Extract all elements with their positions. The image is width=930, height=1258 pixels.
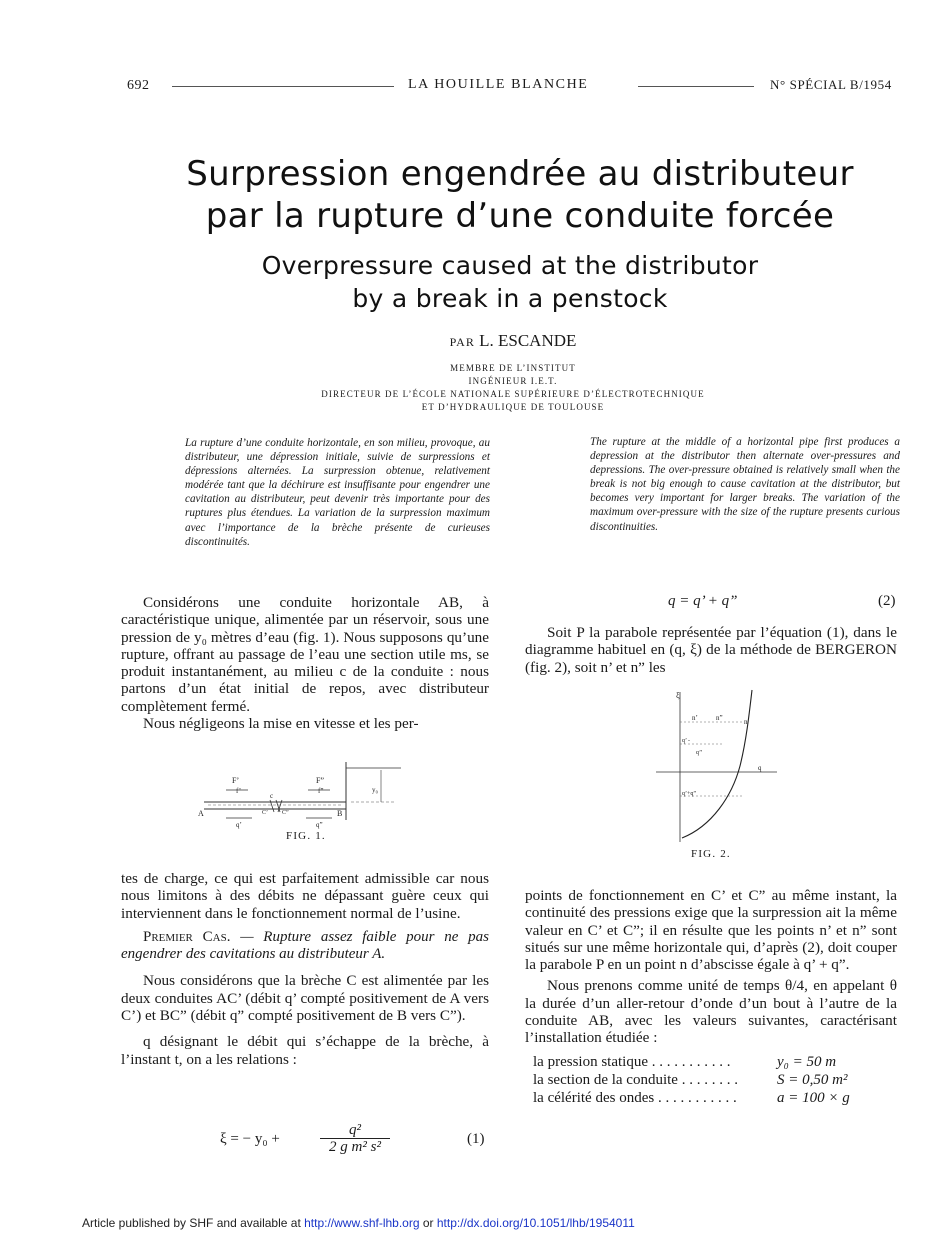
equation-1-label: (1)	[467, 1131, 485, 1147]
page-number: 692	[127, 78, 150, 93]
fig2-label-qsum: q’+q”	[682, 791, 697, 797]
footer-prefix: Article published by SHF and available at	[82, 1216, 305, 1230]
equation-1-denominator: 2 g m² s²	[329, 1139, 381, 1155]
equation-1-numerator: q²	[320, 1122, 390, 1139]
affiliation-1: MEMBRE DE L’INSTITUT	[450, 363, 576, 373]
abstract-english-text: The rupture at the middle of a horizontal pipe first produces a depression at the distributor then alternate over-pressures and depressions. The over-pressure obtained is relatively small when the break is not big enough to cause cavitation at the distributor, but becomes very important for larger breaks. The variation of the maximum over-pressure with the size of the rupture presents curious discontinuities.	[590, 436, 900, 533]
fig1-label-F2: F”	[316, 776, 324, 785]
journal-title: LA HOUILLE BLANCHE	[408, 77, 589, 92]
paragraph: tes de charge, ce qui est parfaitement admissible car nous nous limitons à des débits ne dépassant guère ceux qui interviennent dans le fonctionnement normal de l’usine.	[121, 870, 489, 922]
equation-1-lhs: ξ = − y₀ +	[220, 1131, 280, 1147]
figure-2-caption: FIG. 2.	[691, 848, 731, 860]
parameter-value: S = 0,50 m²	[777, 1071, 848, 1088]
case-heading	[121, 929, 489, 964]
footer-note	[82, 1216, 635, 1230]
issue-label: N° SPÉCIAL B/1954	[770, 77, 892, 92]
header-rule-left	[172, 86, 394, 87]
fig1-label-q2: q”	[316, 821, 323, 829]
fig1-label-A: A	[198, 809, 204, 818]
fig2-label-n1: n’	[692, 714, 698, 722]
fig2-label-q: q	[758, 764, 762, 772]
parameter-row	[533, 1053, 897, 1071]
column-1-lower	[121, 870, 489, 1068]
equation-2-label: (2)	[878, 593, 896, 609]
author-name: L. ESCANDE	[479, 331, 577, 350]
column-2-upper	[525, 624, 897, 676]
paragraph: Nous négligeons la mise en vitesse et les per-	[143, 715, 419, 733]
fig1-label-F1: F’	[232, 776, 240, 785]
case-label: Premier Cas.	[143, 928, 231, 945]
fig2-label-qa: q’ -	[682, 738, 691, 744]
parameter-value: a = 100 × g	[777, 1089, 850, 1106]
equation-1-fraction	[320, 1122, 390, 1155]
parameter-value: y₀ = 50 m	[777, 1053, 837, 1070]
footer-link-shf[interactable]: http://www.shf-lhb.org	[304, 1216, 420, 1230]
paragraph: q désignant le débit qui s’échappe de la brèche, à l’instant t, on a les relations :	[121, 1033, 489, 1068]
affiliation-4: ET D’HYDRAULIQUE DE TOULOUSE	[421, 402, 605, 412]
fig2-label-qb: q’’	[696, 750, 703, 756]
column-2-lower	[525, 887, 897, 1107]
column-1-upper	[121, 594, 489, 732]
parameter-row	[533, 1089, 897, 1107]
fig1-label-C1: C’	[262, 810, 268, 816]
title-en-line1: Overpressure caused at the distributor	[261, 251, 759, 280]
abstract-french-text: La rupture d’une conduite horizontale, en son milieu, provoque, au distributeur, une dépression initiale, suivie de surpressions et dépressions alternées. La surpression obtenue, relativement modérée tant que la déchirure est insuffisante pour engendrer une cavitation au distributeur, peut devenir très importante pour des ruptures plus étendues. La variation de la surpression maximum avec l’importance de la brèche présente de curieuses discontinuités.	[185, 437, 490, 548]
paragraph: Nous considérons que la brèche C est alimentée par les deux conduites AC’ (débit q’ compté positivement de A vers C’) et BC” (débit q” compté positivement de B vers C”).	[121, 972, 489, 1025]
title-en-line2: by a break in a penstock	[352, 284, 668, 313]
fig1-label-y0: y₀	[372, 786, 378, 794]
affiliation-3: DIRECTEUR DE L’ÉCOLE NATIONALE SUPÉRIEURE D’ÉLECTROTECHNIQUE	[321, 389, 705, 399]
parameter-list	[525, 1053, 897, 1107]
affiliation-2: INGÉNIEUR I.E.T.	[468, 376, 558, 386]
parameter-label: la célérité des ondes . . . . . . . . . . .	[533, 1089, 737, 1106]
fig2-label-xi: ξ	[676, 691, 680, 700]
equation-2: q = q’ + q”	[668, 593, 738, 609]
case-text: — Rupture assez faible pour ne pas engendrer des cavitations au distributeur A.	[121, 928, 489, 963]
fig1-label-C2: C”	[282, 810, 289, 816]
fig1-label-f1: f’	[236, 787, 242, 795]
paragraph: Nous prenons comme unité de temps θ/4, en appelant θ la durée d’un aller-retour d’onde d’un bout à l’autre de la conduite AB, avec les valeurs suivantes, caractérisant l’installation étudiée :	[525, 977, 897, 1047]
fig1-label-f2: f”	[318, 787, 324, 795]
title-fr-line1: Surpression engendrée au distributeur	[186, 154, 854, 194]
author-line	[0, 331, 930, 351]
fig1-label-c: c	[270, 792, 274, 800]
parameter-label: la section de la conduite . . . . . . . .	[533, 1071, 738, 1088]
figure-1-caption: FIG. 1.	[286, 830, 326, 842]
footer-middle: or	[419, 1216, 437, 1230]
paragraph: points de fonctionnement en C’ et C” au même instant, la continuité des pressions exige que la surpression ait la même valeur en C’ et C”; il en résulte que les points n’ et n” sont situés sur une même horizontale qui, d’après (2), doit couper la parabole P en un point n d’abscisse égale à q’ + q”.	[525, 887, 897, 974]
parameter-row	[533, 1071, 897, 1089]
abstract-french	[185, 436, 490, 549]
parabola-P	[682, 690, 752, 838]
footer-link-doi[interactable]: http://dx.doi.org/10.1051/lhb/1954011	[436, 1216, 635, 1230]
fig1-label-B: B	[337, 809, 343, 818]
paragraph: Soit P la parabole représentée par l’équation (1), dans le diagramme habituel en (q, ξ) de la méthode de BERGERON (fig. 2), soit n’ et n” les	[525, 624, 897, 676]
fig1-label-q1: q’	[236, 821, 242, 829]
author-prefix: PAR	[449, 335, 475, 349]
fig2-label-n2: n”	[716, 714, 723, 722]
parameter-label: la pression statique . . . . . . . . . . .	[533, 1053, 731, 1070]
abstract-english	[590, 435, 900, 534]
title-fr-line2: par la rupture d’une conduite forcée	[205, 196, 835, 236]
paragraph: Considérons une conduite horizontale AB, à caractéristique unique, alimentée par un réservoir, sous une pression de y₀ mètres d’eau (fig. 1). Nous supposons qu’une rupture, offrant au passage de l’eau une section utile ms, se produit instantanément, au milieu c de la conduite : nous partons d’un état initial de repos, avec distributeur complètement fermé.	[121, 594, 489, 715]
fig2-label-n: n	[744, 718, 748, 726]
figure-2-diagram	[652, 686, 782, 846]
header-rule-right	[638, 86, 754, 87]
